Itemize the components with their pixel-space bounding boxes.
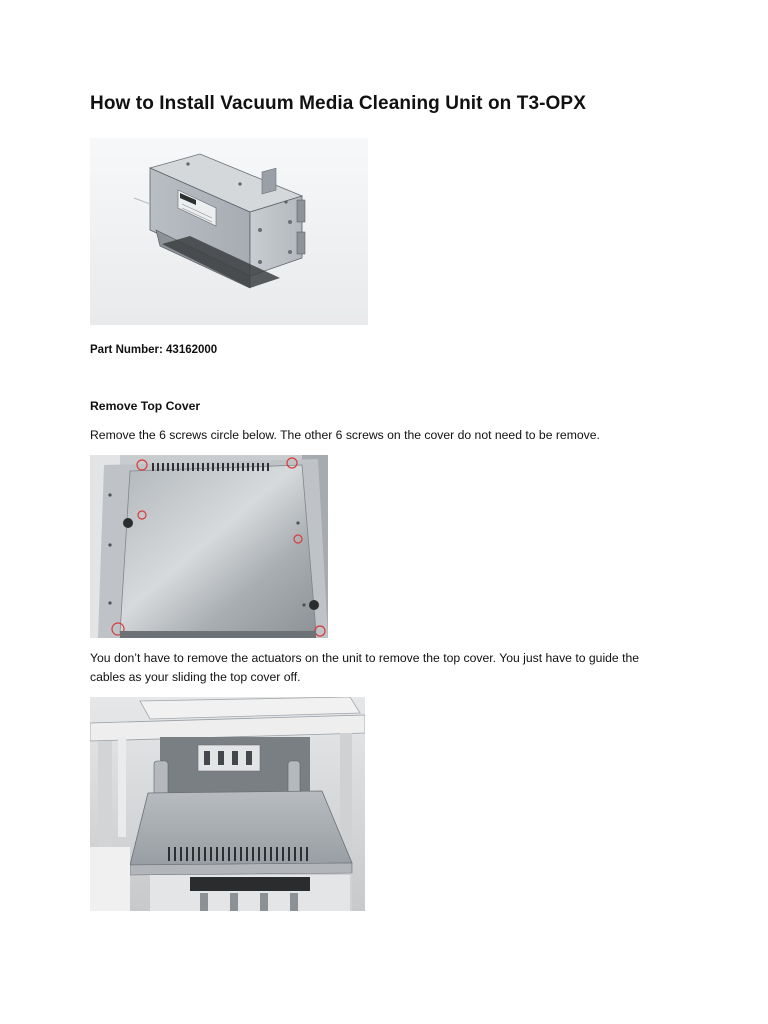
document-title: How to Install Vacuum Media Cleaning Unit on T3-OPX — [90, 93, 586, 114]
section-heading-remove-top-cover: Remove Top Cover — [90, 399, 201, 413]
vacuum-unit-render-image — [90, 138, 368, 325]
instruction-paragraph-1: Remove the 6 screws circle below. The other 6 screws on the cover do not need to be remove. — [90, 428, 600, 442]
top-cover-screws-photo — [90, 455, 328, 638]
part-number-label: Part Number: 43162000 — [90, 344, 218, 356]
sliding-cover-photo — [90, 697, 365, 911]
instruction-paragraph-2-line-2: cables as your sliding the top cover off. — [90, 670, 301, 684]
instruction-paragraph-2-line-1: You don’t have to remove the actuators on the unit to remove the top cover. You just have to guide the — [90, 651, 640, 665]
